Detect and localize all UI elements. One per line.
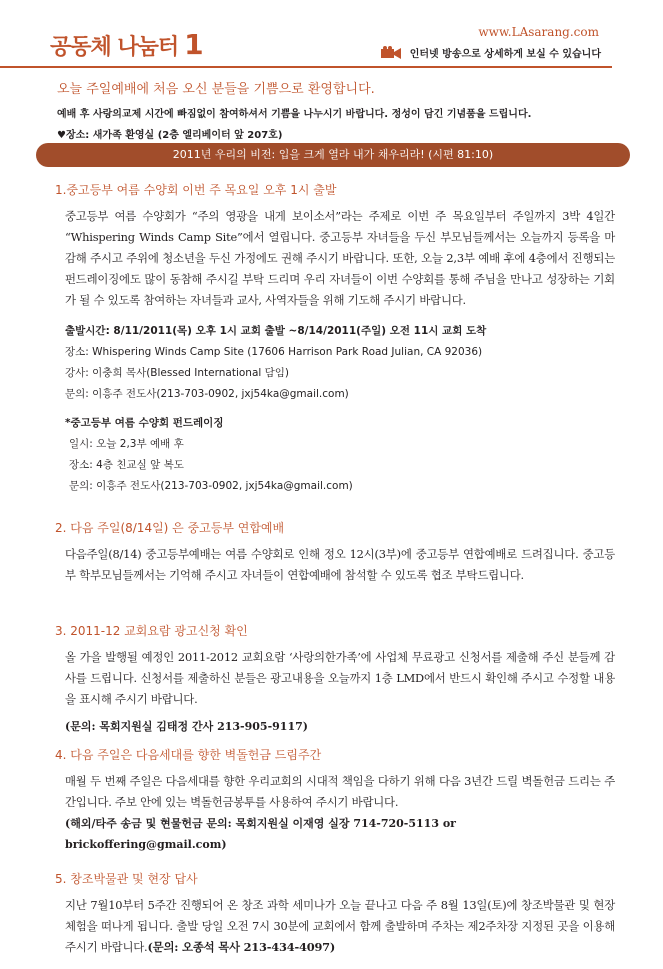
page-title-text: 공동체 나눔터 bbox=[50, 35, 179, 60]
section-title: 2. 다음 주일(8/14일) 은 중고등부 연합예배 bbox=[55, 521, 285, 535]
detail-line: 문의: 이흥주 전도사(213-703-0902, jxj54ka@gmail.com) bbox=[69, 480, 353, 492]
section-title: 3. 2011-12 교회요람 광고신청 확인 bbox=[55, 624, 248, 638]
section-contact: (문의: 목회지원실 김태정 간사 213-905-9117) bbox=[65, 720, 308, 733]
detail-line: 강사: 이충희 목사(Blessed International 담임) bbox=[65, 367, 290, 379]
retreat-details bbox=[65, 321, 615, 405]
detail-line: *중고등부 여름 수양회 펀드레이징 bbox=[65, 417, 224, 429]
section-body bbox=[65, 895, 615, 958]
section-3 bbox=[55, 622, 615, 734]
vision-banner: 2011년 우리의 비전: 입을 크게 열라 내가 채우리라! (시편 81:10) bbox=[36, 143, 630, 167]
welcome-location: ♥장소: 새가족 환영실 (2층 엘리베이터 앞 207호) bbox=[57, 130, 283, 141]
section-body: 중고등부 여름 수양회가 “주의 영광을 내게 보이소서”라는 주제로 이번 주 목요일부터 주일까지 3박 4일간 “Whispering Winds Camp Site”에서 열립니다. 중고등부 자녀들을 두신 부모님들께서는 오늘까지 등록을 마감해 주시고 주위에 청소년을 두신 가정에도 권해 주시기 바랍니다. 또한, 오늘 2,3부 예배 후에 4층에서 진행되는 펀드레이징에도 많이 동참해 주시길 부탁 드리며 우리 자녀들이 이번 수양회를 통해 주님을 만나고 성장하는 기회가 될 수 있도록 참여하는 자녀들과 교사, 사역자들을 위해 기도해 주시기 바랍니다. bbox=[65, 209, 615, 307]
page-number: 1 bbox=[184, 28, 203, 61]
page-header bbox=[0, 0, 663, 78]
detail-line: 장소: Whispering Winds Camp Site (17606 Harrison Park Road Julian, CA 92036) bbox=[65, 346, 483, 358]
section-body: 매월 두 번째 주일은 다음세대를 향한 우리교회의 시대적 책임을 다하기 위해 다음 3년간 드릴 벽돌헌금 드리는 주간입니다. 주보 안에 있는 벽돌헌금봉투를 사용하여 주시기 바랍니다. bbox=[65, 774, 615, 809]
welcome-block bbox=[57, 78, 617, 141]
section-title: 5. 창조박물관 및 현장 답사 bbox=[55, 872, 198, 886]
section-body-text: 지난 7월10부터 5주간 진행되어 온 창조 과학 세미나가 오늘 끝나고 다음 주 8월 13일(토)에 창조박물관 및 현장 체험을 떠나게 됩니다. 출발 당일 오전 7시 30분에 교회에서 함께 출발하며 주차는 제2주차장 지정된 곳을 이용해 주시기 바랍니다. bbox=[65, 898, 615, 954]
video-camera-icon bbox=[380, 46, 402, 60]
section-2 bbox=[55, 519, 615, 586]
page-title bbox=[50, 28, 203, 61]
section-body: 다음주일(8/14) 중고등부예배는 여름 수양회로 인해 정오 12시(3부)에 중고등부 연합예배로 드려집니다. 중고등부 학부모님들께서는 기억해 주시고 자녀들이 연합예배에 참석할 수 있도록 협조 부탁드립니다. bbox=[65, 547, 615, 582]
broadcast-note bbox=[380, 45, 601, 60]
welcome-note: 예배 후 사랑의교제 시간에 빠짐없이 참여하셔서 기쁨을 나누시기 바랍니다. 정성이 담긴 기념품을 드립니다. bbox=[57, 109, 532, 120]
section-body: 올 가을 발행될 예정인 2011-2012 교회요람 ‘사랑의한가족’에 사업체 무료광고 신청서를 제출해 주신 분들께 감사를 드립니다. 신청서를 제출하신 분들은 광고내용을 오늘까지 1층 LMD에서 반드시 확인해 주시고 수정할 내용을 표시해 주시기 바랍니다. bbox=[65, 650, 615, 706]
section-contact: (문의: 오종석 목사 213-434-4097) bbox=[147, 940, 336, 954]
fundraising-details bbox=[65, 413, 615, 497]
section-contact: (해외/타주 송금 및 현물헌금 문의: 목회지원실 이재영 실장 714-720-5113 or brickoffering@gmail.com) bbox=[65, 817, 456, 851]
section-5 bbox=[55, 870, 615, 958]
broadcast-text: 인터넷 방송으로 상세하게 보실 수 있습니다 bbox=[409, 49, 601, 60]
section-1 bbox=[55, 181, 615, 497]
title-block bbox=[50, 28, 203, 61]
header-rule bbox=[0, 66, 612, 68]
detail-line: 출발시간: 8/11/2011(목) 오후 1시 교회 출발 ~8/14/2011(주일) 오전 11시 교회 도착 bbox=[65, 325, 487, 337]
site-url: www.LAsarang.com bbox=[478, 25, 599, 39]
section-4 bbox=[55, 746, 615, 855]
detail-line: 문의: 이흥주 전도사(213-703-0902, jxj54ka@gmail.com) bbox=[65, 388, 349, 400]
detail-line: 일시: 오늘 2,3부 예배 후 bbox=[69, 438, 184, 450]
detail-line: 장소: 4층 친교실 앞 복도 bbox=[69, 459, 184, 471]
section-title: 4. 다음 주일은 다음세대를 향한 벽돌헌금 드림주간 bbox=[55, 748, 322, 762]
welcome-heading: 오늘 주일예배에 처음 오신 분들을 기쁨으로 환영합니다. bbox=[57, 82, 375, 97]
section-title: 1.중고등부 여름 수양회 이번 주 목요일 오후 1시 출발 bbox=[55, 183, 337, 197]
